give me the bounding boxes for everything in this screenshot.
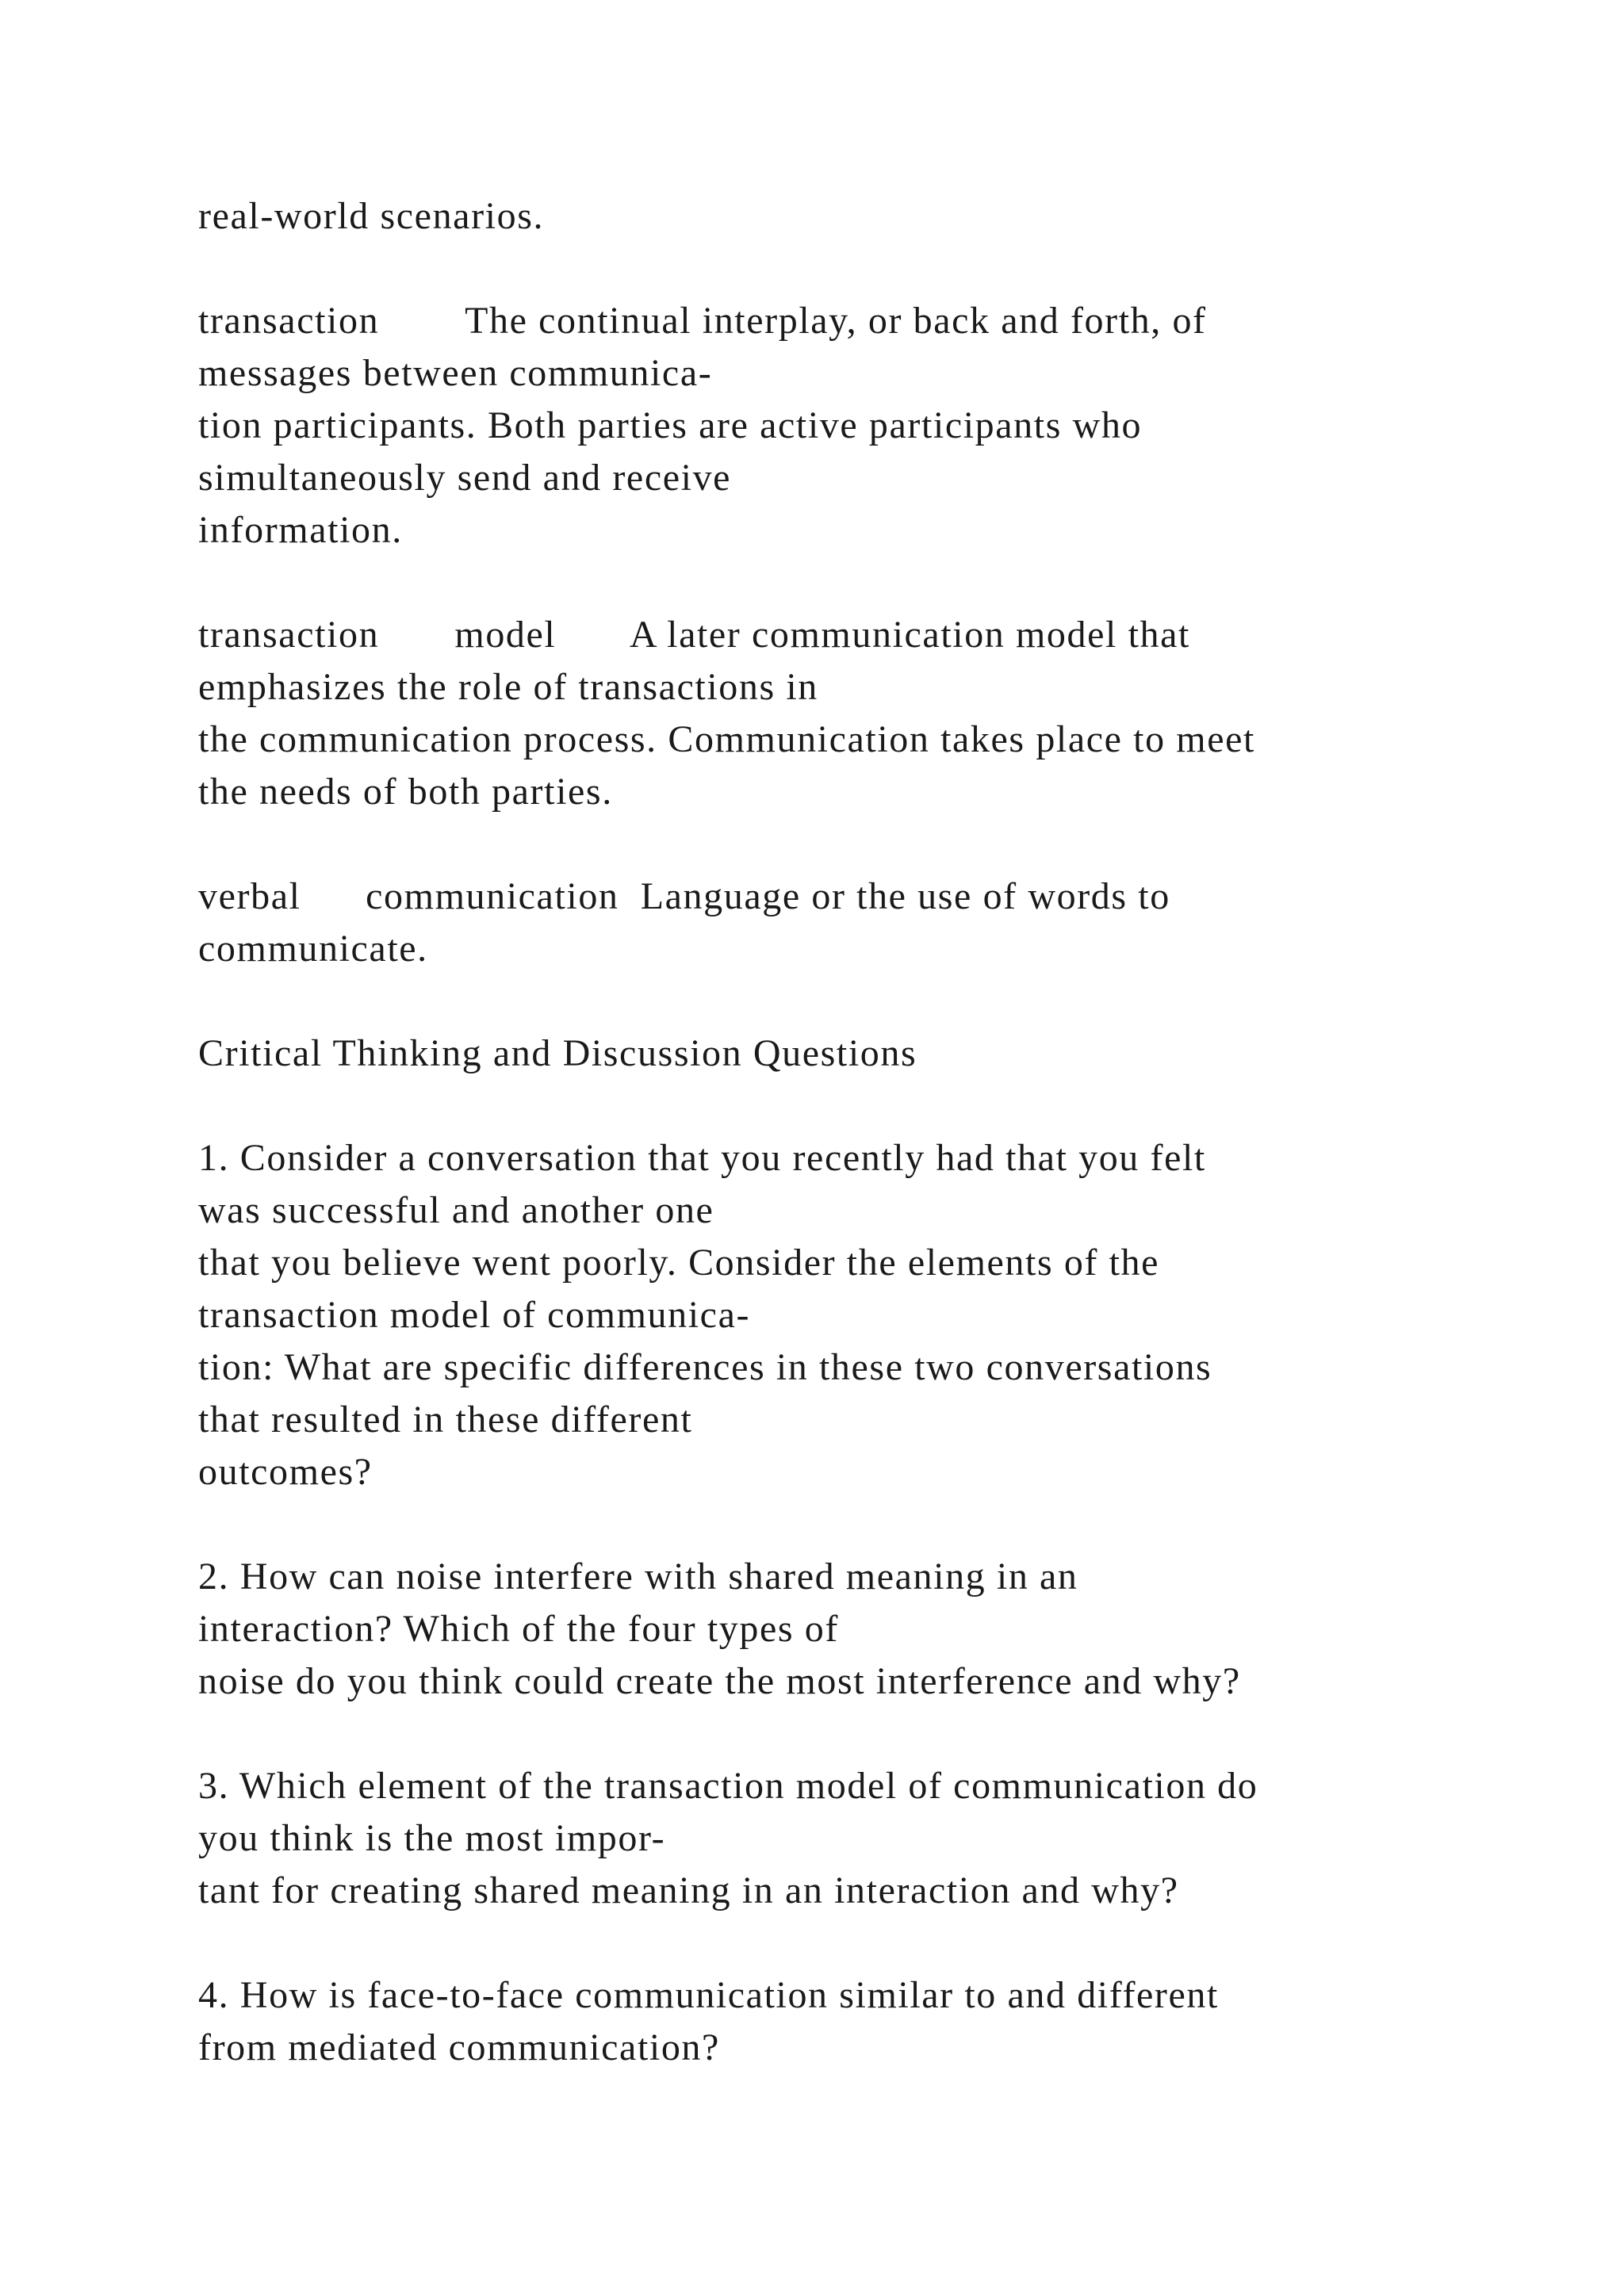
text-line: noise do you think could create the most interference and why? [198,1660,1241,1702]
text-line: interaction? Which of the four types of [198,1608,839,1650]
text-line: that resulted in these different [198,1399,693,1441]
text-line: the communication process. Communication takes place to meet [198,718,1255,760]
text-line: tant for creating shared meaning in an interaction and why? [198,1869,1179,1911]
text-line: transaction model of communica- [198,1294,751,1336]
text-line: messages between communica- [198,352,713,394]
text-line: was successful and another one [198,1189,714,1231]
text-line: tion participants. Both parties are active participants who [198,404,1143,446]
glossary-term-verbal-communication: verbal communication Language or the use of words to [198,875,1170,917]
text-line: from mediated communication? [198,2026,720,2068]
glossary-term-transaction: transaction The continual interplay, or back and forth, of [198,300,1207,342]
text-line: outcomes? [198,1451,373,1493]
text-line: real-world scenarios. [198,195,545,237]
text-line: you think is the most impor- [198,1817,666,1859]
question-3: 3. Which element of the transaction model of communication do [198,1765,1258,1807]
glossary-term-transaction-model: transaction model A later communication model that [198,614,1190,656]
question-4: 4. How is face-to-face communication similar to and different [198,1974,1219,2016]
text-line: tion: What are specific differences in these two conversations [198,1346,1212,1388]
text-line: simultaneously send and receive [198,457,732,499]
text-line: communicate. [198,928,428,970]
text-line: emphasizes the role of transactions in [198,666,818,708]
text-line: that you believe went poorly. Consider the elements of the [198,1242,1160,1284]
question-1: 1. Consider a conversation that you recently had that you felt [198,1137,1206,1179]
text-line: information. [198,509,403,551]
text-line: the needs of both parties. [198,771,613,813]
question-2: 2. How can noise interfere with shared meaning in an [198,1556,1078,1598]
section-heading: Critical Thinking and Discussion Questions [198,1032,917,1074]
